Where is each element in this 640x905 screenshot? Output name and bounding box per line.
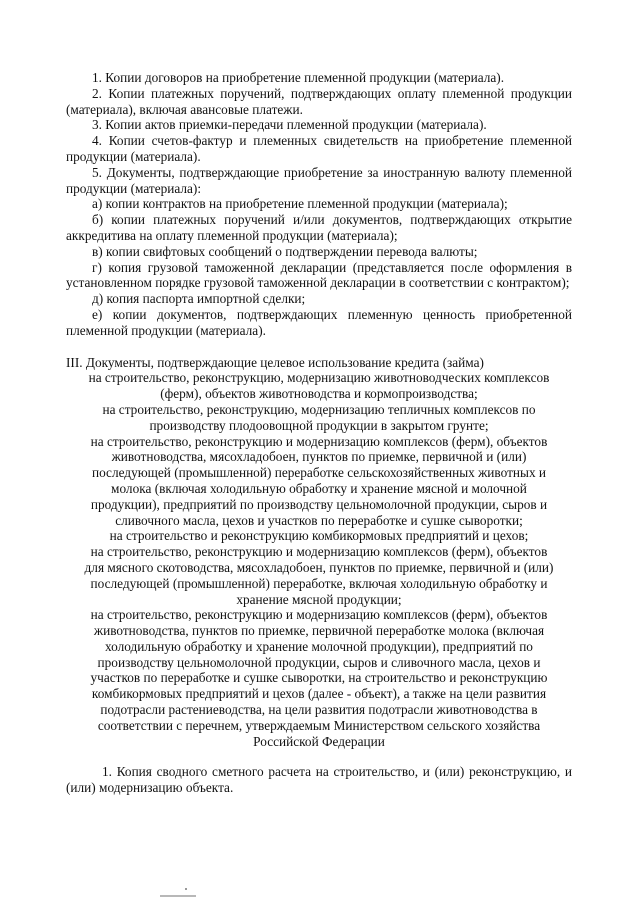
section-line: хранение мясной продукции; <box>236 591 402 607</box>
list-item-5: 5. Документы, подтверждающие приобретение за иностранную валюту племенной продукции (материала): <box>66 164 572 196</box>
section-line: животноводства, мясохладобоен, пунктов по приемке, первичной и (или) <box>111 449 527 465</box>
section-line: молока (включая холодильную обработку и хранение мясной и молочной <box>111 480 527 496</box>
section-line: на строительство, реконструкцию и модернизацию комплексов (ферм), объектов <box>90 607 548 623</box>
scan-artifact <box>185 888 187 890</box>
sub-item-e: е) копии документов, подтверждающих племенную ценность приобретенной племенной продукции (материала). <box>66 306 572 338</box>
section-line: производству цельномолочной продукции, сыров и сливочного масла, цехов и <box>97 654 541 670</box>
section-line: Российской Федерации <box>253 733 385 749</box>
section-line: последующей (промышленной) переработке сельскохозяйственных животных и <box>91 465 547 481</box>
sub-item-a: а) копии контрактов на приобретение племенной продукции (материала); <box>92 196 508 212</box>
list-item-1: 1. Копии договоров на приобретение племенной продукции (материала). <box>92 70 505 85</box>
final-item: 1. Копия сводного сметного расчета на строительство, и (или) реконструкцию, и (или) модернизацию объекта. <box>66 764 572 796</box>
section-line: сливочного масла, цехов и участков по переработке и сушке сыворотки; <box>115 512 523 528</box>
scan-artifact <box>160 895 196 897</box>
section-line: на строительство, реконструкцию, модернизацию тепличных комплексов по <box>102 401 536 417</box>
section-line: участков по переработке и сушке сыворотки, на строительство и реконструкцию <box>90 670 548 686</box>
section-line: последующей (промышленной) переработке, включая холодильную обработку и <box>90 575 548 591</box>
section-line: на строительство, реконструкцию, модернизацию животноводческих комплексов <box>88 370 550 386</box>
sub-item-d: д) копия паспорта импортной сделки; <box>92 291 306 307</box>
sub-item-b: б) копии платежных поручений и/или документов, подтверждающих открытие аккредитива на оплату племенной продукции (материала); <box>66 212 572 243</box>
section-line: соответствии с перечнем, утверждаемым Министерством сельского хозяйства <box>97 717 541 733</box>
section-line: на строительство, реконструкцию и модернизацию комплексов (ферм), объектов <box>90 544 548 560</box>
section-line: для мясного скотоводства, мясохладобоен, пунктов по приемке, первичной и (или) <box>84 559 554 575</box>
section-line: холодильную обработку и хранение молочной продукции), предприятий по <box>105 638 533 654</box>
list-item-4: 4. Копии счетов-фактур и племенных свидетельств на приобретение племенной продукции (материала). <box>66 133 572 164</box>
section-line: продукции), предприятий по производству цельномолочной продукции, сыров и <box>90 496 548 512</box>
section-title: III. Документы, подтверждающие целевое использование кредита (займа) <box>66 354 484 370</box>
section-line: на строительство и реконструкцию комбикормовых предприятий и цехов; <box>109 528 529 544</box>
document-page <box>66 70 572 796</box>
sub-item-v: в) копии свифтовых сообщений о подтверждении перевода валюты; <box>92 243 478 259</box>
section-line: подотрасли растениеводства, на цели развития подотрасли животноводства в <box>100 702 538 718</box>
section-line: на строительство, реконструкцию и модернизацию комплексов (ферм), объектов <box>90 433 548 449</box>
section-line: (ферм), объектов животноводства и кормопроизводства; <box>160 386 478 402</box>
sub-item-g: г) копия грузовой таможенной декларации (представляется после оформления в установленном порядке грузовой таможенной декларации в соответствии с контрактом); <box>66 259 572 291</box>
section-line: животноводства, пунктов по приемке, первичной переработке молока (включая <box>93 623 545 639</box>
list-item-2: 2. Копии платежных поручений, подтверждающих оплату племенной продукции (материала), включая авансовые платежи. <box>66 85 572 117</box>
section-line: комбикормовых предприятий и цехов (далее - объект), а также на цели развития <box>91 686 547 702</box>
section-line: производству плодоовощной продукции в закрытом грунте; <box>149 417 489 433</box>
list-item-3: 3. Копии актов приемки-передачи племенной продукции (материала). <box>92 117 487 133</box>
